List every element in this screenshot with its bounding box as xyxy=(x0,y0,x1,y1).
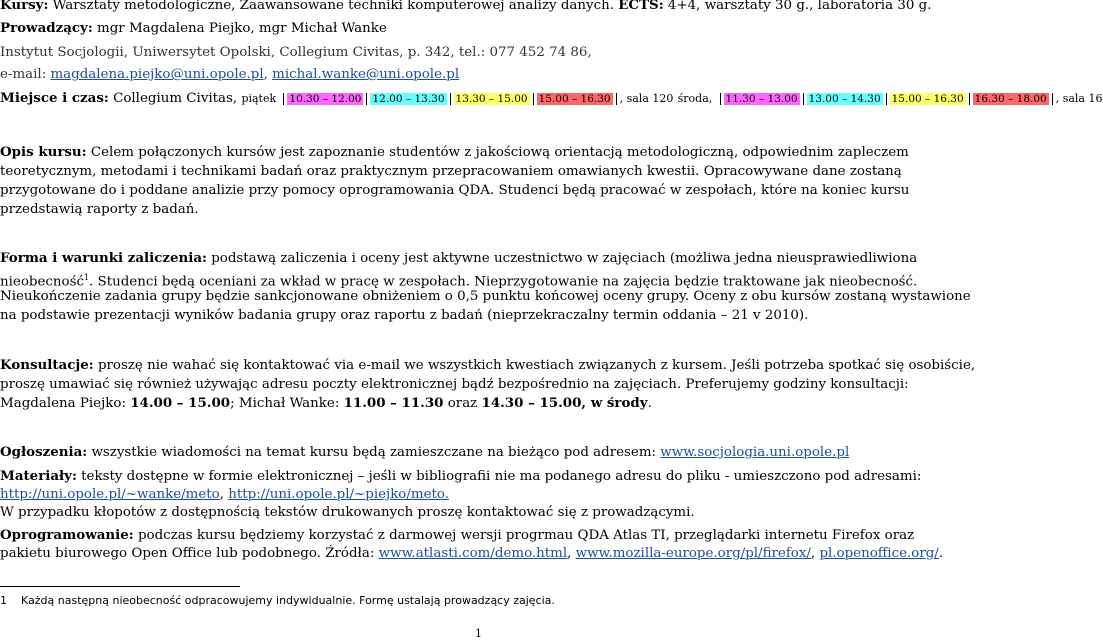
schedule-slots-wednesday xyxy=(717,91,1056,106)
time-slot-friday-3: 13.30 – 15.00 xyxy=(455,93,528,105)
time-slot-friday-1: 10.30 – 12.00 xyxy=(289,93,362,105)
slot-separator xyxy=(366,93,367,105)
schedule-room-2: , sala 16 xyxy=(1055,92,1103,105)
announcements-line xyxy=(0,444,849,461)
software-separator-1: , xyxy=(567,546,576,561)
software-line-2 xyxy=(0,545,943,562)
software-link-atlasti[interactable]: www.atlasti.com/demo.html xyxy=(378,546,568,561)
footnote-reference[interactable]: 1 xyxy=(83,273,90,282)
page-number: 1 xyxy=(475,627,482,640)
footnote-divider xyxy=(0,586,240,587)
time-slot-wednesday-1: 11.30 – 13.00 xyxy=(725,93,798,105)
software-sources: pakietu biurowego Open Office lub podobnego. Źródła: xyxy=(0,546,379,561)
schedule-slots-friday xyxy=(280,91,619,106)
instructors-label: Prowadzący: xyxy=(0,20,93,36)
software-end: . xyxy=(938,546,944,561)
email-separator: , xyxy=(263,67,273,82)
schedule-label: Miejsce i czas: xyxy=(0,90,109,106)
schedule-line xyxy=(0,90,1103,108)
time-slot-wednesday-3: 15.00 – 16.30 xyxy=(891,93,964,105)
grading-text-2: . Studenci będą oceniani za wkład w pracę w zespołach. Nieprzygotowanie na zajęcia będzie traktowane jak nieobecność. xyxy=(89,274,918,290)
software-link-openoffice[interactable]: pl.openoffice.org/ xyxy=(819,546,939,561)
slot-separator xyxy=(616,93,617,105)
institute-line: Instytut Socjologii, Uniwersytet Opolski, Collegium Civitas, p. 342, tel.: 077 452 74 86, xyxy=(0,45,592,60)
courses-label: Kursy: xyxy=(0,0,49,13)
grading-label: Forma i warunki zaliczenia: xyxy=(0,250,207,266)
slot-separator xyxy=(1052,93,1053,105)
consultation-wanke: ; Michał Wanke: xyxy=(230,396,344,411)
software-text: podczas kursu będziemy korzystać z darmowej wersji progrmau QDA Atlas TI, przeglądarki internetu Firefox oraz xyxy=(133,528,915,543)
grading-line-4: na podstawie prezentacji wyników badania grupy oraz raportu z badań (nieprzekraczalny termin oddania – 21 v 2010). xyxy=(0,308,809,323)
announcements-text: wszystkie wiadomości na temat kursu będą zamieszczane na bieżąco pod adresem: xyxy=(87,445,661,460)
email-link-piejko[interactable]: magdalena.piejko@uni.opole.pl xyxy=(50,67,264,82)
grading-line-1 xyxy=(0,250,917,267)
description-line-1 xyxy=(0,144,909,161)
slot-separator xyxy=(533,93,534,105)
software-label: Oprogramowanie: xyxy=(0,527,134,543)
slot-separator xyxy=(720,93,721,105)
consultation-text-1: proszę nie wahać się kontaktować via e-mail we wszystkich kwestiach związanych z kursem. Jeśli potrzeba spotkać się osobiście, xyxy=(93,358,976,373)
ects-text: 4+4, warsztaty 30 g., laboratoria 30 g. xyxy=(663,0,932,13)
materials-line-2 xyxy=(0,486,449,503)
schedule-room-1: , sala 120 xyxy=(619,92,674,105)
announcements-link[interactable]: www.socjologia.uni.opole.pl xyxy=(660,445,850,460)
time-slot-friday-4: 15.00 – 16.30 xyxy=(538,93,611,105)
email-link-wanke[interactable]: michal.wanke@uni.opole.pl xyxy=(272,67,460,82)
consultation-piejko-time: 14.00 – 15.00 xyxy=(130,395,231,411)
software-separator-2: , xyxy=(810,546,820,561)
time-slot-friday-2: 12.00 – 13.30 xyxy=(372,93,445,105)
consultation-wanke-time-1: 11.00 – 11.30 xyxy=(343,395,444,411)
description-line-4: przedstawią raporty z badań. xyxy=(0,202,199,217)
consultation-oraz: oraz xyxy=(443,396,482,411)
email-prefix: e-mail: xyxy=(0,67,51,82)
footnote xyxy=(0,594,555,607)
footnote-text: Każdą następną nieobecność odpracowujemy indywidualnie. Formę ustalają prowadzący zajęcia. xyxy=(21,594,555,607)
materials-label: Materiały: xyxy=(0,468,77,484)
consultation-line-1 xyxy=(0,357,975,374)
ects-label: ECTS: xyxy=(618,0,664,13)
footnote-number: 1 xyxy=(0,594,7,607)
consultation-line-3 xyxy=(0,395,652,412)
schedule-day-2: środa, xyxy=(677,92,713,105)
consultation-line-2: proszę umawiać się również używając adresu poczty elektronicznej bądź bezpośrednio na zajęciach. Preferujemy godziny konsultacji: xyxy=(0,377,909,392)
materials-link-wanke[interactable]: http://uni.opole.pl/~wanke/meto xyxy=(0,487,220,502)
consultation-piejko: Magdalena Piejko: xyxy=(0,396,131,411)
time-slot-wednesday-4: 16.30 – 18.00 xyxy=(974,93,1047,105)
slot-separator xyxy=(450,93,451,105)
courses-text: Warsztaty metodologiczne, Zaawansowane techniki komputerowej analizy danych. xyxy=(48,0,619,13)
courses-line xyxy=(0,0,931,14)
slot-separator xyxy=(283,93,284,105)
grading-line-3: Nieukończenie zadania grupy będzie sankcjonowane obniżeniem o 0,5 punktu końcowej oceny grupy. Oceny z obu kursów zostaną wystawione xyxy=(0,289,971,304)
materials-separator: , xyxy=(219,487,229,502)
materials-link-piejko[interactable]: http://uni.opole.pl/~piejko/meto. xyxy=(228,487,449,502)
announcements-label: Ogłoszenia: xyxy=(0,444,88,460)
software-line-1 xyxy=(0,527,914,544)
materials-text: teksty dostępne w formie elektronicznej – jeśli w bibliografii nie ma podanego adresu do pliku - umieszczono pod adresami: xyxy=(76,469,922,484)
description-line-2: teoretycznym, metodami i technikami badań oraz praktycznym przepracowaniem omawianych kwestii. Opracowywane dane zostaną xyxy=(0,164,902,179)
description-label: Opis kursu: xyxy=(0,144,87,160)
email-line xyxy=(0,66,459,83)
instructors-line xyxy=(0,20,387,37)
description-text-1: Celem połączonych kursów jest zapoznanie studentów z jakościową orientacją metodologiczną, odpowiednim zapleczem xyxy=(86,145,909,160)
slot-separator xyxy=(886,93,887,105)
schedule-day-1: piątek xyxy=(241,92,277,105)
time-slot-wednesday-2: 13.00 – 14.30 xyxy=(808,93,881,105)
instructors-text: mgr Magdalena Piejko, mgr Michał Wanke xyxy=(92,21,387,36)
consultation-label: Konsultacje: xyxy=(0,357,94,373)
description-line-3: przygotowane do i poddane analizie przy pomocy oprogramowania QDA. Studenci będą pracować w zespołach, które na koniec kursu xyxy=(0,183,910,198)
consultation-wanke-time-2: 14.30 – 15.00, w środy xyxy=(481,395,648,411)
software-link-firefox[interactable]: www.mozilla-europe.org/pl/firefox/ xyxy=(575,546,811,561)
materials-line-1 xyxy=(0,468,921,485)
schedule-place: Collegium Civitas, xyxy=(108,91,242,106)
slot-separator xyxy=(969,93,970,105)
consultation-end: . xyxy=(647,396,652,411)
grading-text-1: podstawą zaliczenia i oceny jest aktywne uczestnictwo w zajęciach (możliwa jedna nieusprawiedliwiona xyxy=(206,251,918,266)
slot-separator xyxy=(803,93,804,105)
materials-line-3: W przypadku kłopotów z dostępnością tekstów drukowanych proszę kontaktować się z prowadzącymi. xyxy=(0,505,695,520)
grading-absence-word: nieobecność xyxy=(0,274,84,290)
